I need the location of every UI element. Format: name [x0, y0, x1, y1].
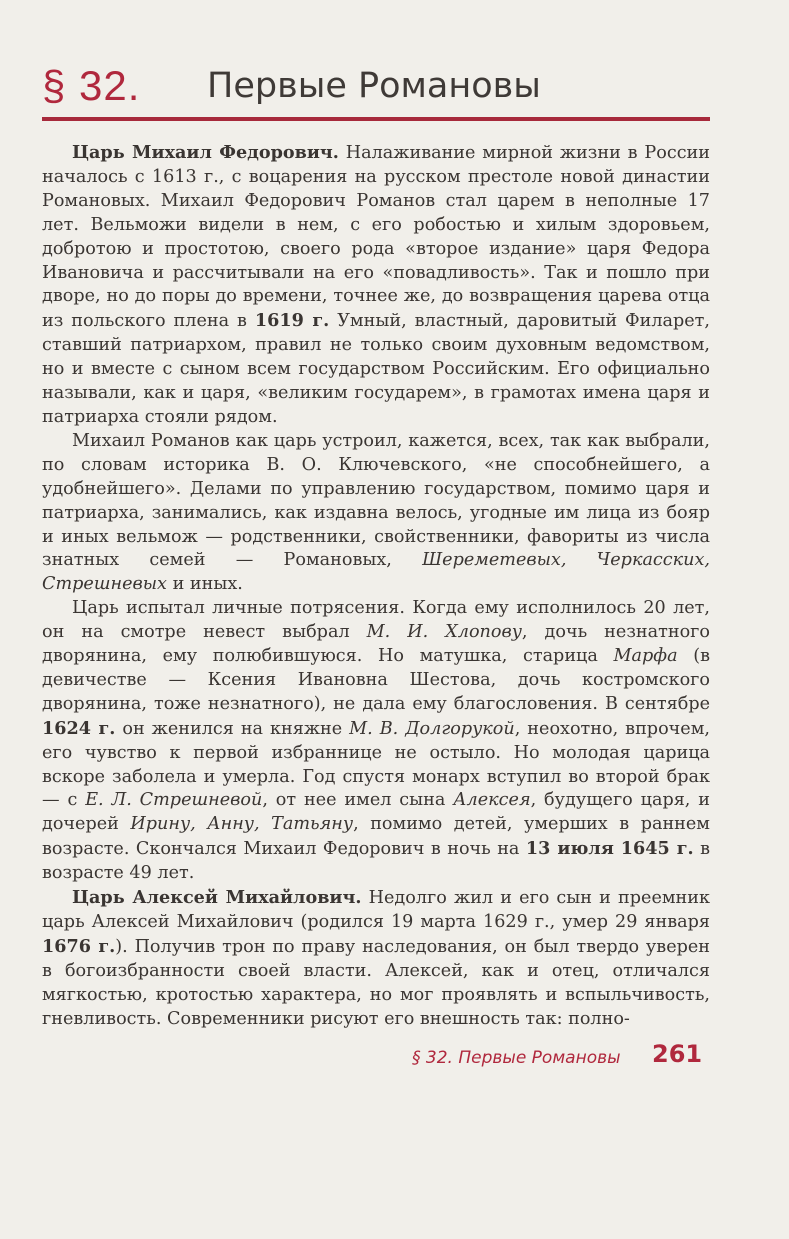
section-title: Первые Романовы [207, 66, 541, 106]
text-run: , неохотно, впрочем, его чувство к первой избраннице не остыло. Но молодая царица вскоре заболела и умерла. Год спустя монарх вступил во второй брак — с [42, 718, 710, 811]
text-run: (в девичестве — Ксения Ивановна Шестова, дочь костромского дворянина, тоже незнатного), не дала ему благословения. В сентябре [42, 646, 711, 714]
running-title: § 32. Первые Романовы [412, 1048, 621, 1068]
italic-text: М. В. Долгорукой [349, 718, 515, 739]
italic-text: Ирину, Анну, Татьяну [130, 814, 354, 835]
text-run: Царь испытал личные потрясения. Когда ему исполнилось 20 лет, он на смотре невест выбрал [42, 598, 710, 643]
bold-text: 13 июля 1645 г. [525, 838, 694, 860]
bold-text: 1624 г. [42, 717, 116, 739]
paragraph [42, 886, 710, 1031]
italic-text: Марфа [613, 646, 678, 667]
text-run: Умный, властный, даровитый Филарет, ставший патриархом, правил не только своим духовным ведомством, но и вместе с сыном всем государством Российским. Его официально называли, как и царя, «великим государем», в грамотах имена царя и патриарха стояли рядом. [42, 311, 710, 427]
bold-text: 1619 г. [254, 310, 330, 332]
text-run: ). Получив трон по праву наследования, он был твердо уверен в богоизбранности своей власти. Алексей, как и отец, отличался мягкостью, кротостью характера, но мог проявлять и вспыльчивость, гневливость. Современники рисуют его внешность так: полно- [42, 936, 711, 1029]
body-text [42, 141, 710, 1032]
text-run: в возрасте 49 лет. [42, 839, 711, 884]
paragraph [42, 597, 710, 886]
italic-text: Алексея [453, 790, 531, 811]
text-run: и иных. [166, 574, 243, 595]
italic-text: Е. Л. Стрешневой [85, 790, 263, 811]
text-run: Михаил Романов как царь устроил, кажется, всех, так как выбрали, по словам историка В. О. Ключевского, «не способнейшего, а удобнейшего». Делами по управлению государством, помимо царя и патриарха, занимались, как издавна велось, угодные им лица из бояр и иных вельмож — родственники, свойственники, фавориты из числа знатных семей — Романовых, [42, 430, 710, 571]
paragraph [42, 141, 710, 430]
text-run: , помимо детей, умерших в раннем возрасте. Скончался Михаил Федорович в ночь на [42, 814, 710, 860]
section-number: § 32. [42, 62, 141, 109]
text-run: Недолго жил и его сын и преемник царь Алексей Михайлович (родился 19 марта 1629 г., умер 29 января [42, 888, 710, 932]
italic-text: Шереметевых, Черкасских, Стрешневых [42, 550, 710, 595]
text-run: , дочь незнатного дворянина, ему полюбившуюся. Но матушка, старица [42, 622, 710, 667]
text-run: Налаживание мирной жизни в России началось с 1613 г., с воцарения на русском престоле новой династии Романовых. Михаил Федорович Романов стал царем в неполные 17 лет. Вельможи видели в нем, с его робостью и хилым здоровьем, добротою и простотою, своего рода «второе издание» царя Федора Ивановича и рассчитывали на его «повадливость». Так и пошло при дворе, но до поры до времени, точнее же, до возвращения царева отца из польского плена в [42, 143, 711, 332]
bold-text: Царь Алексей Михайлович. [72, 887, 362, 909]
bold-text: 1676 г. [42, 935, 116, 957]
paragraph [42, 430, 710, 597]
text-run: он женился на княжне [115, 718, 350, 739]
heading-rule [42, 117, 710, 121]
italic-text: М. И. Хлопову [366, 622, 522, 643]
text-run: , будущего царя, и дочерей [42, 790, 710, 835]
page-number: 261 [652, 1040, 703, 1068]
section-heading [42, 62, 712, 122]
bold-text: Царь Михаил Федорович. [72, 142, 339, 163]
text-run: , от нее имел сына [262, 790, 454, 811]
